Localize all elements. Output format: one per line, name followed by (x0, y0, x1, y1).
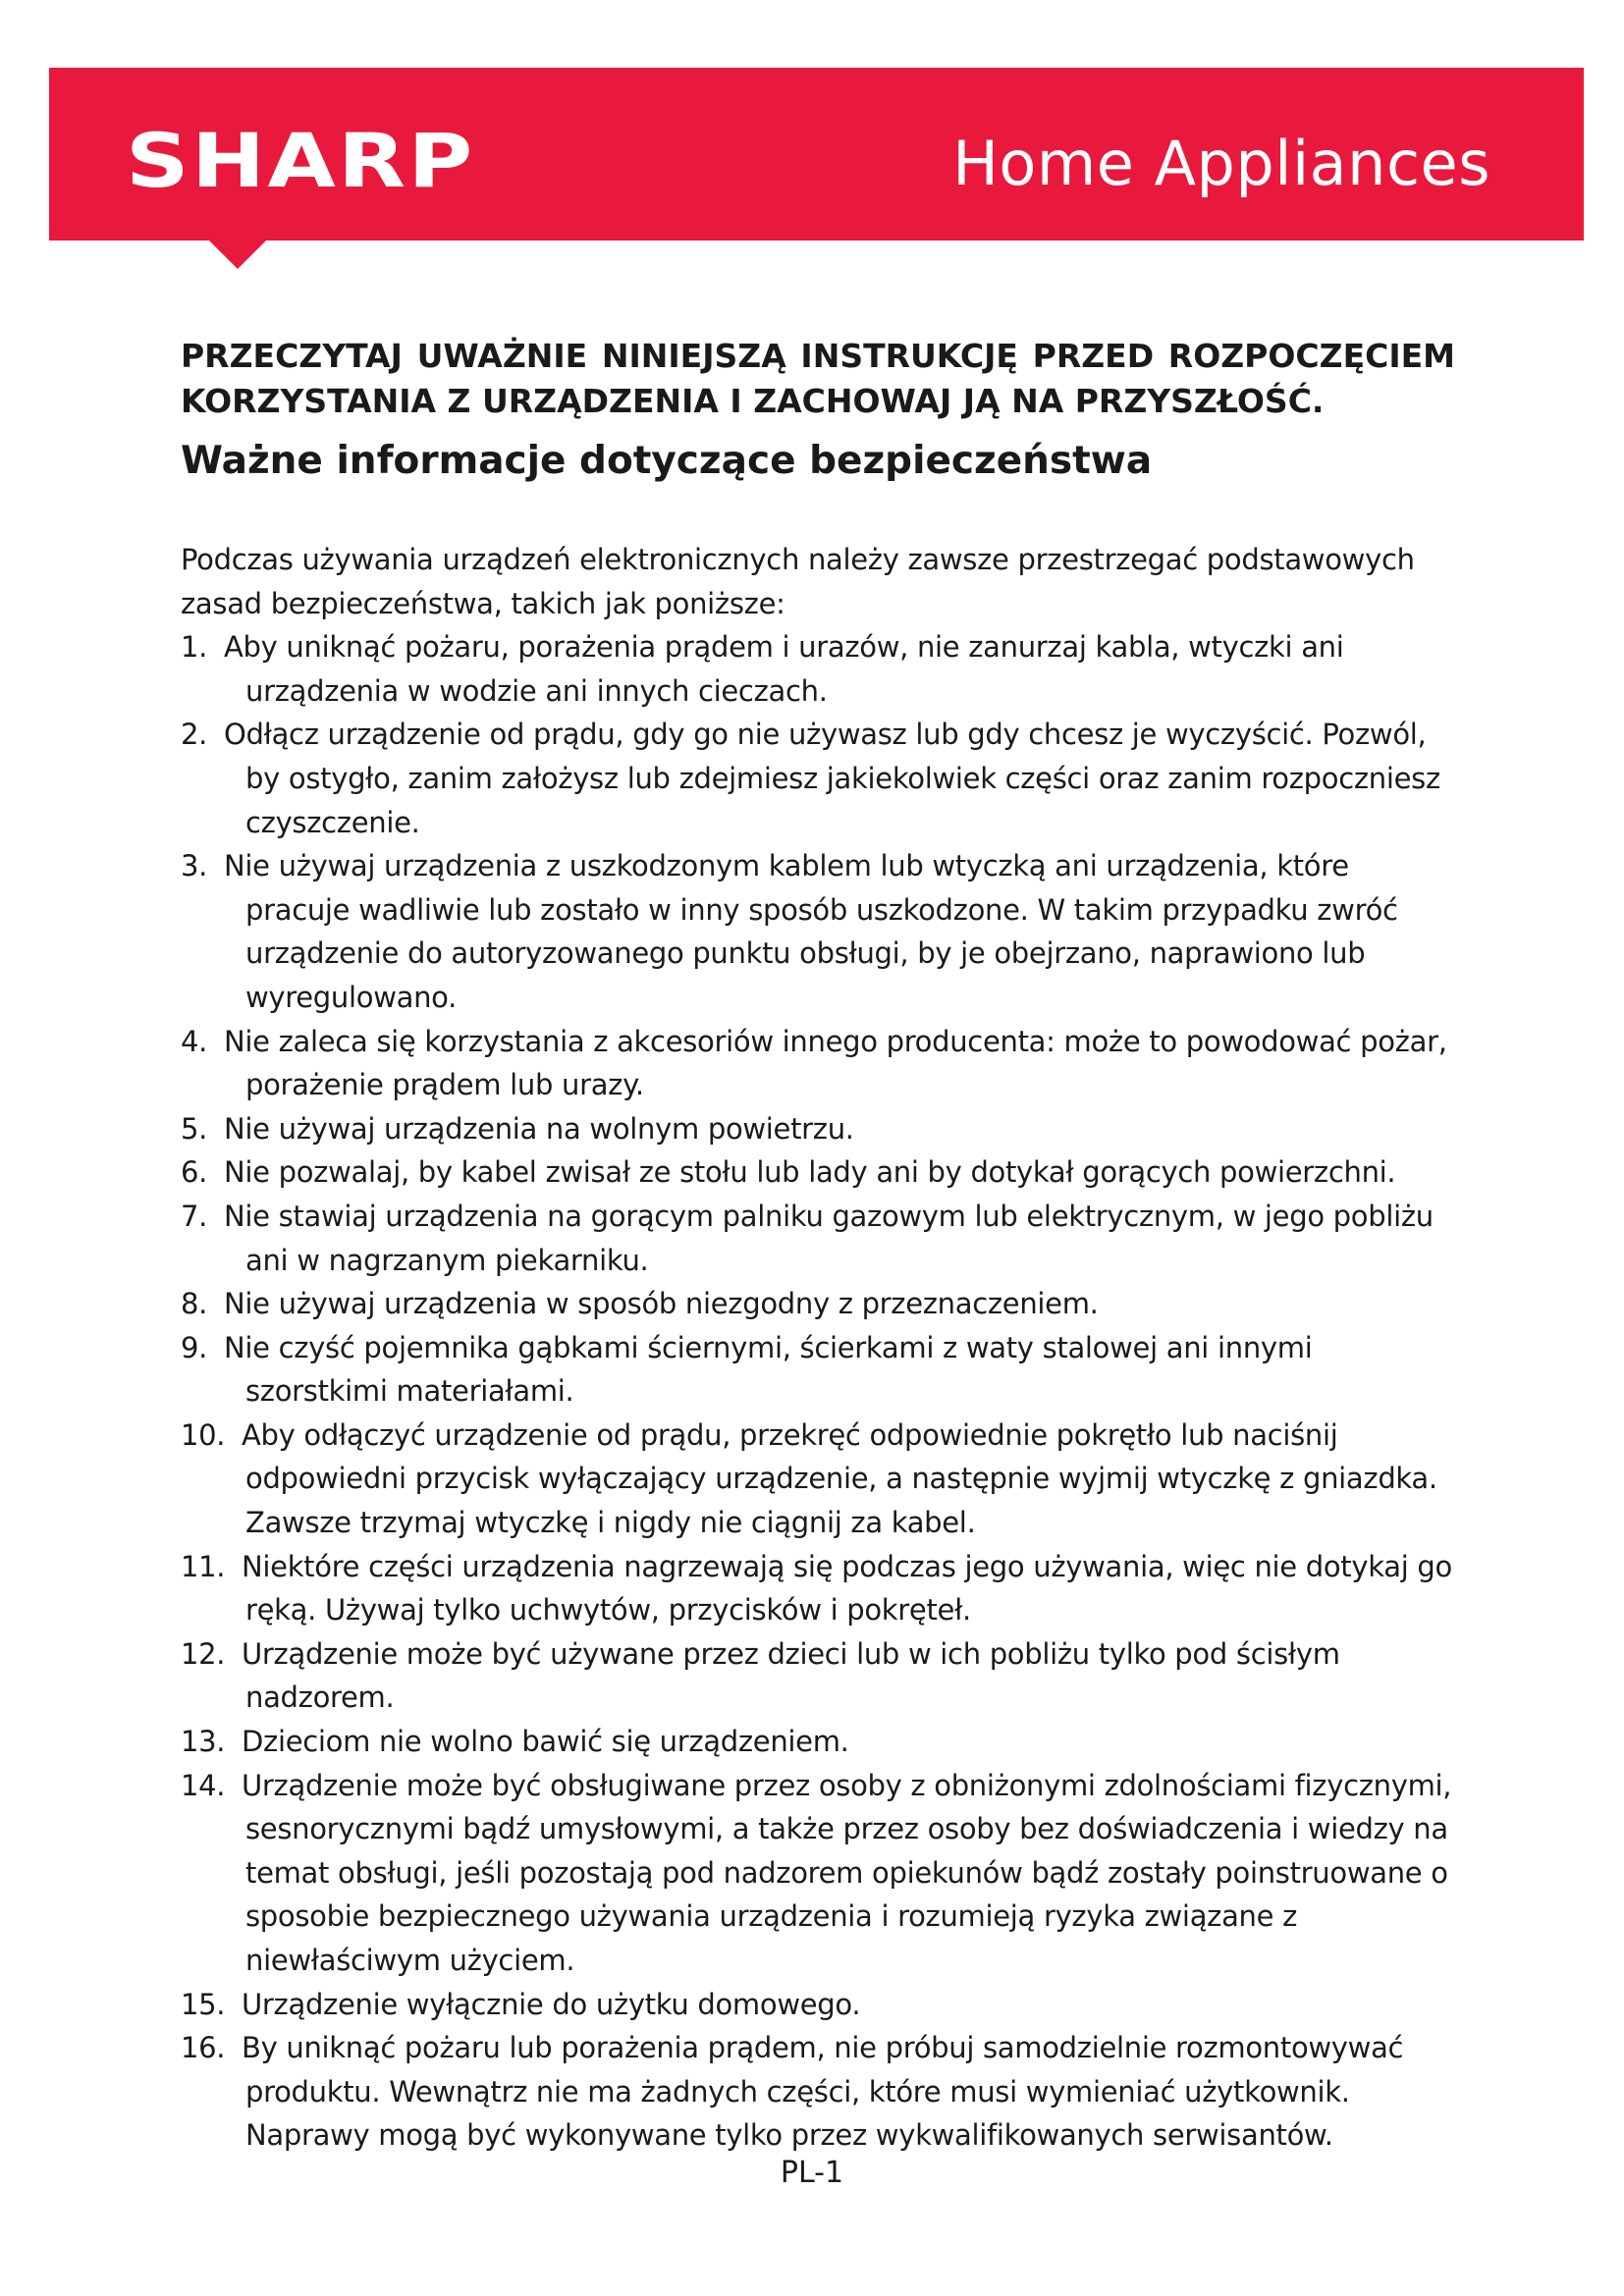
list-item-number: 4. (181, 1024, 208, 1058)
list-item-text: Niektóre części urządzenia nagrzewają się podczas jego używania, więc nie dotykaj go ręką. Używaj tylko uchwytów, przycisków i pokręteł. (242, 1549, 1452, 1628)
list-item-text: Nie zaleca się korzystania z akcesoriów innego producenta: może to powodować pożar, porażenie prądem lub urazy. (224, 1024, 1447, 1102)
safety-rules-list (181, 625, 1455, 2158)
list-item-number: 5. (181, 1111, 208, 1146)
headline-line-2: KORZYSTANIA Z URZĄDZENIA I ZACHOWAJ JĄ NA PRZYSZŁOŚĆ. (181, 382, 1325, 420)
list-item-number: 12. (181, 1636, 226, 1671)
list-item (181, 2026, 1455, 2158)
list-item-number: 13. (181, 1725, 226, 1759)
headline-line-1: PRZECZYTAJ UWAŻNIE NINIEJSZĄ INSTRUKCJĘ PRZED ROZPOCZĘCIEM (181, 337, 1455, 375)
list-item (181, 1020, 1455, 1107)
list-item-text: Nie używaj urządzenia na wolnym powietrzu. (224, 1111, 854, 1146)
list-item (181, 844, 1455, 1019)
list-item (181, 625, 1455, 713)
list-item-text: Nie stawiaj urządzenia na gorącym palniku gazowym lub elektrycznym, w jego pobliżu ani w nagrzanym piekarniku. (224, 1199, 1434, 1277)
list-item (181, 1720, 1455, 1764)
list-item-number: 11. (181, 1549, 226, 1583)
list-item-number: 8. (181, 1287, 208, 1321)
list-item (181, 1764, 1455, 1983)
intro-paragraph: Podczas używania urządzeń elektronicznych należy zawsze przestrzegać podstawowych zasad bezpieczeństwa, takich jak poniższe: (181, 543, 1415, 620)
list-item-number: 3. (181, 849, 208, 883)
list-item-text: Dzieciom nie wolno bawić się urządzeniem. (242, 1725, 849, 1759)
list-item (181, 1150, 1455, 1195)
warning-headline (181, 334, 1455, 424)
list-item (181, 1107, 1455, 1151)
list-item-number: 2. (181, 718, 208, 752)
banner-title: Home Appliances (952, 128, 1490, 199)
list-item-number: 15. (181, 1987, 226, 2021)
list-item-text: Nie używaj urządzenia w sposób niezgodny z przeznaczeniem. (224, 1287, 1099, 1321)
list-item-number: 1. (181, 630, 208, 665)
list-item-number: 10. (181, 1417, 226, 1452)
list-item (181, 1414, 1455, 1545)
page-number: PL-1 (780, 2156, 844, 2190)
list-item (181, 1195, 1455, 1282)
list-item (181, 1282, 1455, 1326)
list-item-text: Urządzenie wyłącznie do użytku domowego. (242, 1987, 861, 2021)
list-item-text: Aby uniknąć pożaru, porażenia prądem i urazów, nie zanurzaj kabla, wtyczki ani urządzenia w wodzie ani innych cieczach. (224, 630, 1344, 708)
list-item-text: Urządzenie może być używane przez dzieci lub w ich pobliżu tylko pod ścisłym nadzorem. (242, 1636, 1340, 1715)
list-item-text: Nie pozwalaj, by kabel zwisał ze stołu lub lady ani by dotykał gorących powierzchni. (224, 1155, 1396, 1190)
list-item-number: 7. (181, 1199, 208, 1233)
list-item (181, 713, 1455, 844)
list-item (181, 1326, 1455, 1414)
header-banner-notch (208, 240, 267, 269)
list-item-number: 9. (181, 1330, 208, 1364)
list-item-text: By uniknąć pożaru lub porażenia prądem, nie próbuj samodzielnie rozmontowywać produktu. Wewnątrz nie ma żadnych części, które musi wymieniać użytkownik. Naprawy mogą być wykonywane tylko przez wykwalifikowanych serwisantów. (242, 2031, 1404, 2153)
list-item (181, 1983, 1455, 2027)
list-item-text: Odłącz urządzenie od prądu, gdy go nie używasz lub gdy chcesz je wyczyścić. Pozwól, by ostygło, zanim założysz lub zdejmiesz jakiekolwiek części oraz zanim rozpoczniesz czyszczenie. (224, 718, 1440, 839)
list-item-number: 6. (181, 1155, 208, 1190)
document-body (181, 334, 1455, 2158)
list-item-text: Nie czyść pojemnika gąbkami ściernymi, ścierkami z waty stalowej ani innymi szorstkimi materiałami. (224, 1330, 1313, 1409)
section-title: Ważne informacje dotyczące bezpieczeństwa (181, 439, 1153, 483)
list-item-text: Urządzenie może być obsługiwane przez osoby z obniżonymi zdolnościami fizycznymi, sesnorycznymi bądź umysłowymi, a także przez osoby bez doświadczenia i wiedzy na temat obsługi, jeśli pozostają pod nadzorem opiekunów bądź zostały poinstruowane o sposobie bezpiecznego używania urządzenia i rozumieją ryzyka związane z niewłaściwym użyciem. (242, 1768, 1452, 1977)
list-item-text: Nie używaj urządzenia z uszkodzonym kablem lub wtyczką ani urządzenia, które pracuje wadliwie lub zostało w inny sposób uszkodzone. W takim przypadku zwróć urządzenie do autoryzowanego punktu obsługi, by je obejrzano, naprawiono lub wyregulowano. (224, 849, 1398, 1014)
list-item (181, 1632, 1455, 1720)
list-item (181, 1545, 1455, 1632)
list-item-number: 14. (181, 1768, 226, 1802)
list-item-text: Aby odłączyć urządzenie od prądu, przekręć odpowiednie pokrętło lub naciśnij odpowiedni przycisk wyłączający urządzenie, a następnie wyjmij wtyczkę z gniazdka. Zawsze trzymaj wtyczkę i nigdy nie ciągnij za kabel. (242, 1417, 1437, 1540)
list-item-number: 16. (181, 2031, 226, 2065)
sharp-logo: SHARP (126, 117, 475, 204)
